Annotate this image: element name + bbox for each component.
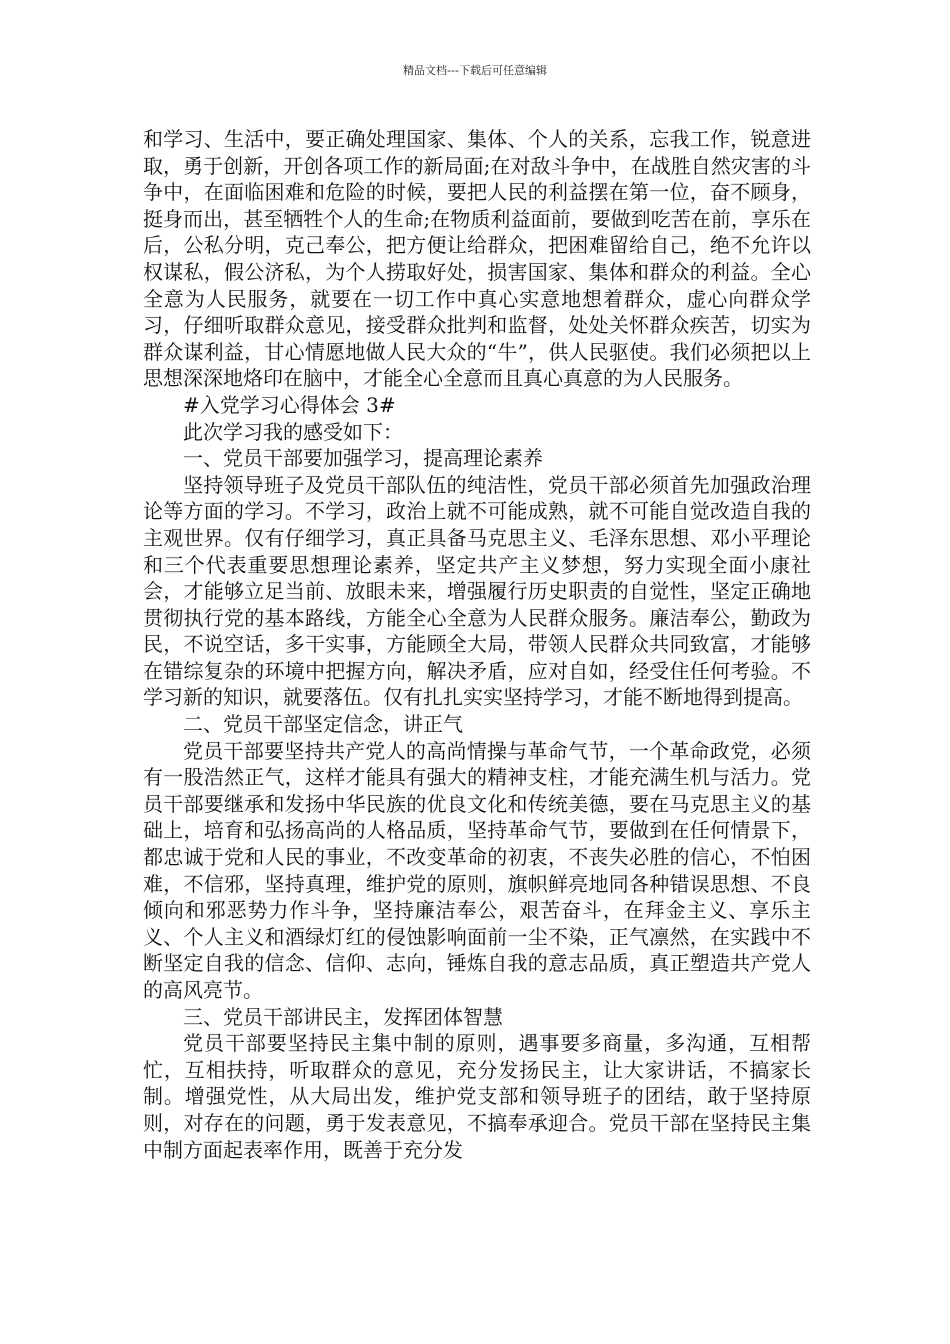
heading-2: 二、党员干部坚定信念，讲正气	[183, 712, 463, 737]
section-title-3: #入党学习心得体会 3#	[183, 392, 396, 417]
heading-3: 三、党员干部讲民主，发挥团体智慧	[183, 1004, 503, 1029]
paragraph-belief: 党员干部要坚持共产党人的高尚情操与革命气节，一个革命政党，必须有一股浩然正气，这样才能具有强大的精神支柱，才能充满生机与活力。党员干部要继承和发扬中华民族的优良文化和传统美德，要在马克思主义的基础上，培育和弘扬高尚的人格品质，坚持革命气节，要做到在任何情景下，都忠诚于党和人民的事业，不改变革命的初衷，不丧失必胜的信心，不怕困难，不信邪，坚持真理，维护党的原则，旗帜鲜亮地同各种错误思想、不良倾向和邪恶势力作斗争，坚持廉洁奉公，艰苦奋斗，在拜金主义、享乐主义、个人主义和酒绿灯红的侵蚀影响面前一尘不染，正气凛然，在实践中不断坚定自我的信念、信仰、志向，锤炼自我的意志品质，真正塑造共产党人的高风亮节。	[143, 738, 811, 1002]
paragraph-continuation: 和学习、生活中，要正确处理国家、集体、个人的关系，忘我工作，锐意进取，勇于创新，开创各项工作的新局面;在对敌斗争中，在战胜自然灾害的斗争中，在面临困难和危险的时候，要把人民的利益摆在第一位，奋不顾身，挺身而出，甚至牺牲个人的生命;在物质利益面前，要做到吃苦在前，享乐在后，公私分明，克己奉公，把方便让给群众，把困难留给自己，绝不允许以权谋私，假公济私，为个人捞取好处，损害国家、集体和群众的利益。全心全意为人民服务，就要在一切工作中真心实意地想着群众，虚心向群众学习，仔细听取群众意见，接受群众批判和监督，处处关怀群众疾苦，切实为群众谋利益，甘心情愿地做人民大众的“牛”，供人民驱使。我们必须把以上思想深深地烙印在脑中，才能全心全意而且真心真意的为人民服务。	[143, 127, 811, 391]
heading-1: 一、党员干部要加强学习，提高理论素养	[183, 446, 543, 471]
paragraph-study: 坚持领导班子及党员干部队伍的纯洁性，党员干部必须首先加强政治理论等方面的学习。不学习，政治上就不可能成熟，就不可能自觉改造自我的主观世界。仅有仔细学习，真正具备马克思主义、毛泽东思想、邓小平理论和三个代表重要思想理论素养，坚定共产主义梦想，努力实现全面小康社会，才能够立足当前、放眼未来，增强履行历史职责的自觉性，坚定正确地贯彻执行党的基本路线，方能全心全意为人民群众服务。廉洁奉公，勤政为民，不说空话，多干实事，方能顾全大局，带领人民群众共同致富，才能够在错综复杂的环境中把握方向，解决矛盾，应对自如，经受住任何考验。不学习新的知识，就要落伍。仅有扎扎实实坚持学习，才能不断地得到提高。	[143, 472, 811, 710]
paragraph-democracy: 党员干部要坚持民主集中制的原则，遇事要多商量，多沟通，互相帮忙，互相扶持，听取群众的意见，充分发扬民主，让大家讲话，不搞家长制。增强党性，从大局出发，维护党支部和领导班子的团结，敢于坚持原则，对存在的问题，勇于发表意见，不搞奉承迎合。党员干部在坚持民主集中制方面起表率作用，既善于充分发	[143, 1031, 811, 1162]
document-body	[143, 126, 811, 1163]
intro-line: 此次学习我的感受如下：	[183, 419, 403, 444]
page-header: 精品文档---下载后可任意编辑	[403, 64, 547, 77]
